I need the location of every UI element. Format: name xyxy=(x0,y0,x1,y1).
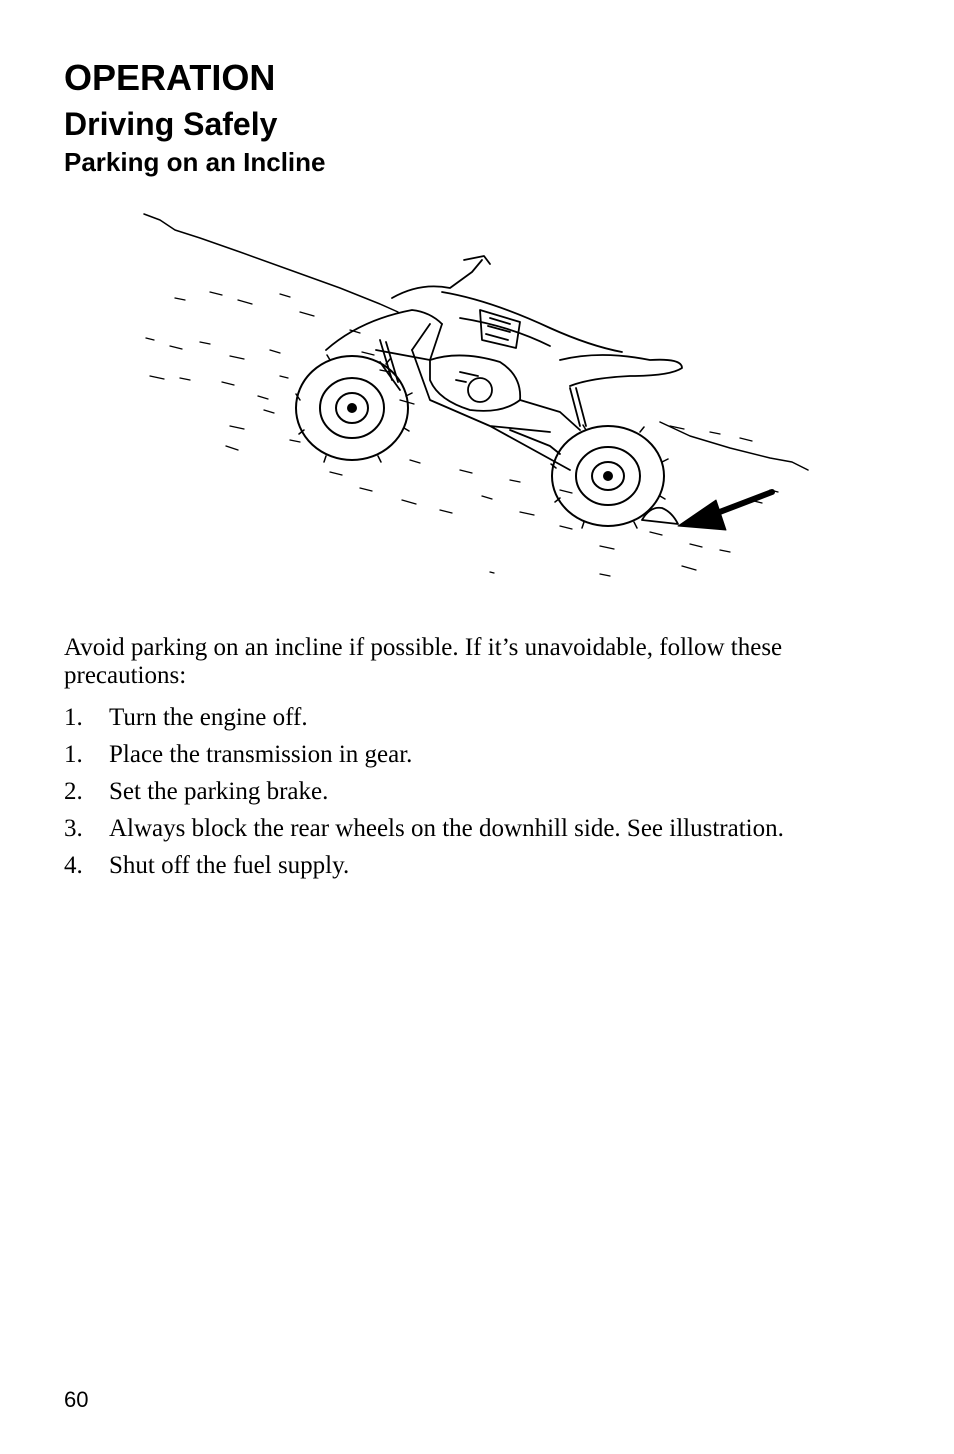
list-item xyxy=(64,741,824,769)
list-item xyxy=(64,704,824,732)
list-item xyxy=(64,852,824,880)
step-text: Place the transmission in gear. xyxy=(109,741,413,768)
atv-incline-illustration xyxy=(130,200,820,590)
section-title: OPERATION xyxy=(64,57,276,98)
step-text: Always block the rear wheels on the downhill side. See illustration. xyxy=(109,815,784,842)
step-text: Set the parking brake. xyxy=(109,778,329,805)
step-text: Turn the engine off. xyxy=(109,704,308,731)
subsection-title: Driving Safely xyxy=(64,106,278,142)
step-number: 1. xyxy=(64,704,83,731)
step-text: Shut off the fuel supply. xyxy=(109,852,350,879)
arrow-indicator xyxy=(678,492,772,530)
hill-slope-line xyxy=(144,214,398,312)
precautions-list xyxy=(64,704,824,889)
step-number: 4. xyxy=(64,852,83,879)
terrain-hatching xyxy=(146,292,778,576)
list-item xyxy=(64,778,824,806)
page-number: 60 xyxy=(64,1387,89,1412)
step-number: 3. xyxy=(64,815,83,842)
intro-paragraph: Avoid parking on an incline if possible. If it’s unavoidable, follow these precautions: xyxy=(64,634,783,689)
topic-title: Parking on an Incline xyxy=(64,147,326,177)
step-number: 1. xyxy=(64,741,83,768)
step-number: 2. xyxy=(64,778,83,805)
list-item xyxy=(64,815,824,843)
